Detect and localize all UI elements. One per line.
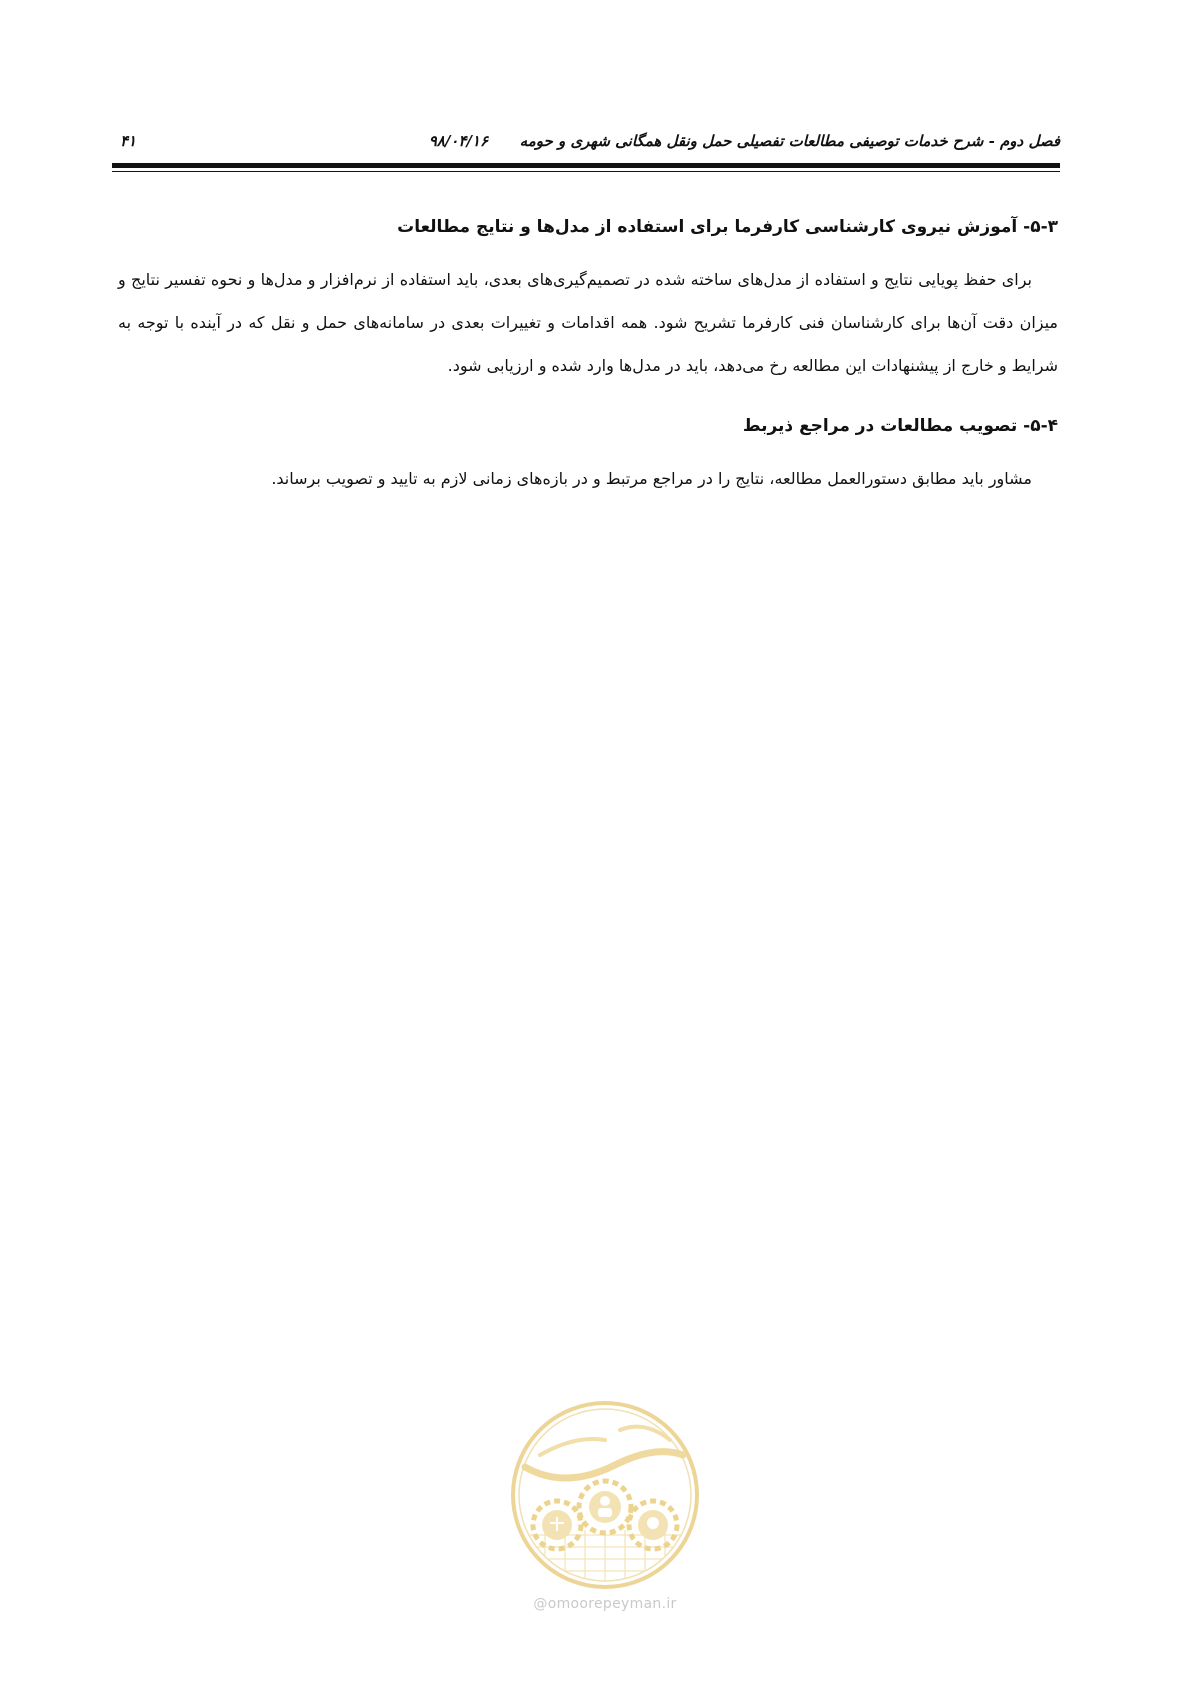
section-heading-training: ۵-۳- آموزش نیروی کارشناسی کارفرما برای استفاده از مدل‌ها و نتایج مطالعات (397, 217, 1058, 237)
header-title: فصل دوم - شرح خدمات توصیفی مطالعات تفصیلی حمل ونقل همگانی شهری و حومه (519, 132, 1060, 150)
watermark-url: @omoorepeyman.ir (533, 1596, 677, 1612)
page-number: ۴۱ (120, 132, 137, 150)
page-header (112, 120, 1060, 160)
section-body-training: برای حفظ پویایی نتایج و استفاده از مدل‌های ساخته شده در تصمیم‌گیری‌های بعدی، باید استفاده از نرم‌افزار و مدل‌ها و نحوه تفسیر نتایج و میزان دقت آن‌ها برای کارشناسان فنی کارفرما تشریح شود. همه اقدامات و تغییرات بعدی در سامانه‌های حمل و نقل که در آینده با توجه به شرایط و خارج از پیشنهادات این مطالعه رخ می‌دهد، باید در مدل‌ها وارد شده و ارزیابی شود. (118, 270, 1058, 375)
section-body-approval: مشاور باید مطابق دستورالعمل مطالعه، نتایج را در مراجع مرتبط و در بازه‌های زمانی لازم به تایید و تصویب برساند. (271, 469, 1032, 488)
section-heading-approval: ۵-۴- تصویب مطالعات در مراجع ذیربط (742, 416, 1058, 436)
watermark-logo (505, 1395, 705, 1595)
header-date: ۹۸/۰۴/۱۶ (428, 132, 488, 150)
header-rule-thick (112, 163, 1060, 168)
header-rule-thin (112, 171, 1060, 172)
main-content (118, 210, 1058, 500)
